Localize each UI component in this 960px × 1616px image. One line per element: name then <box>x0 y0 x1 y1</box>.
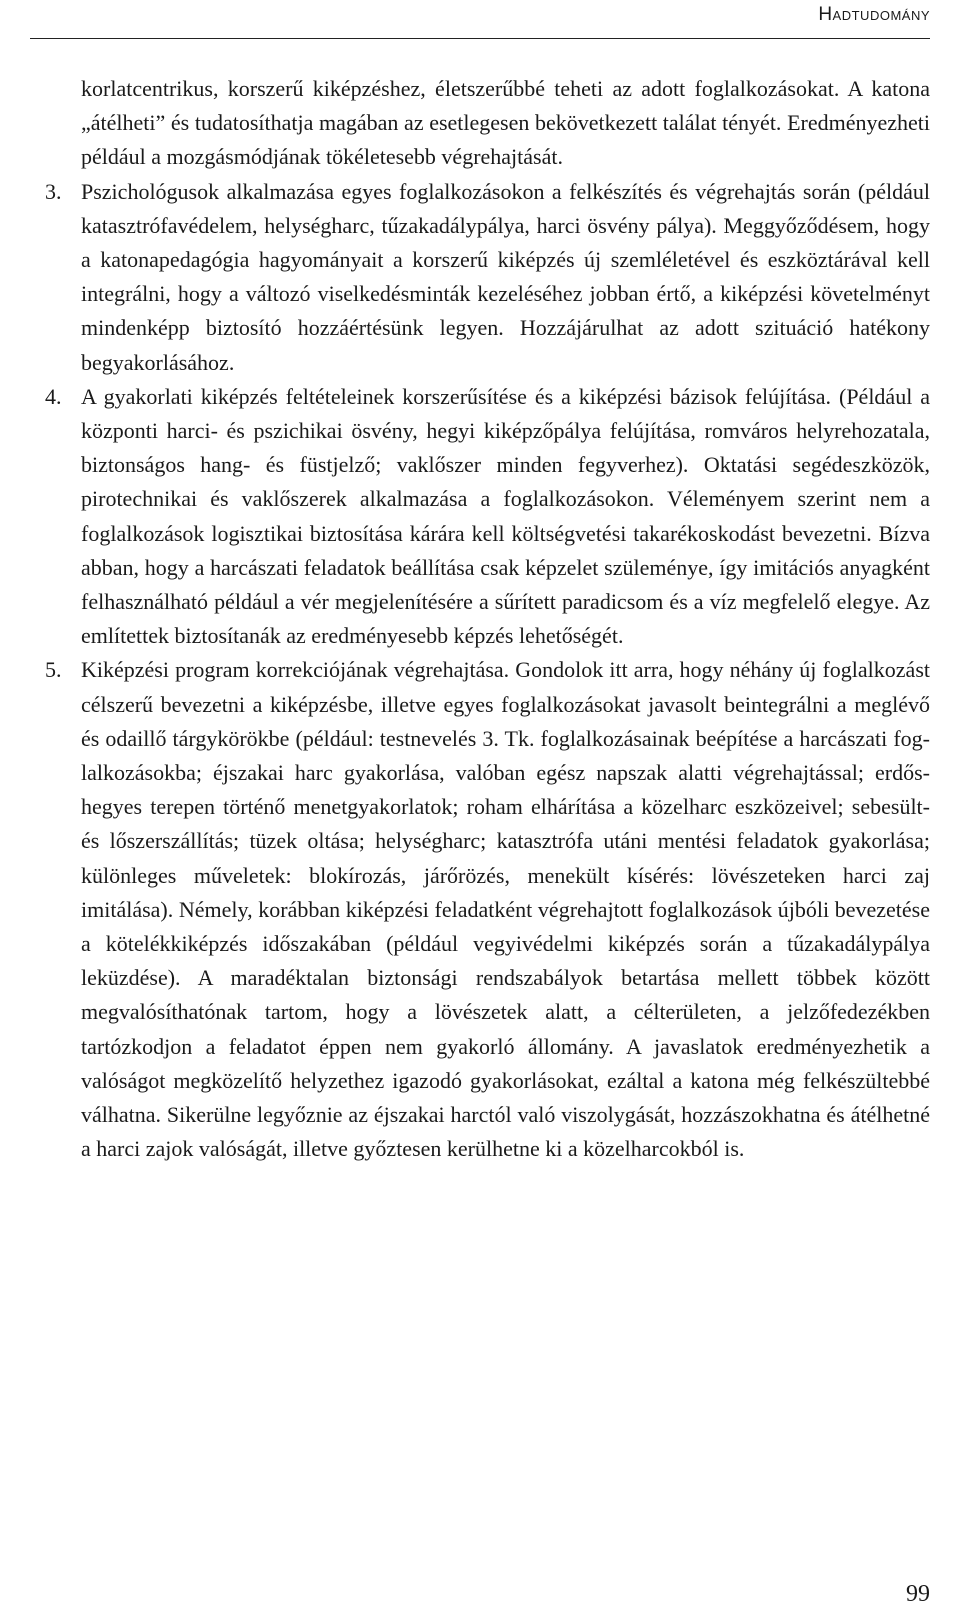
page-number: 99 <box>906 1581 930 1607</box>
list-item-number: 3. <box>45 178 62 204</box>
list-item-text: Kiképzési program korrekciójának végrehajtása. Gondolok itt arra, hogy néhány új foglalkozást célszerű bevezetni a kiképzésbe, illetve egyes foglalkozásokat javasolt beintegrálni a meglévő és odaillő tárgykörökbe (például: testnevelés 3. Tk. foglalkozásainak beépítése a harcászati foglalkozásokba; éjszakai harc gyakorlása, valóban egész napszak alatti végrehajtással; erdős-hegyes terepen történő menetgyakorlatok; roham elhárítása a közelharc eszközeivel; sebesült- és lőszerszállítás; tüzek oltása; helységharc; katasztrófa utáni mentési feladatok gyakorlása; különleges műveletek: blokírozás, járőrözés, menekült kísérés: lövészeteken harci zaj imitálása). Némely, korábban kiképzési feladatként végrehajtott foglalkozások újbóli bevezetése a kötelékkiképzés időszakában (például vegyivédelmi kiképzés során a tűzakadálypálya leküzdése). A maradéktalan biztonsági rendszabályok betartása mellett többek között megvalósíthatónak tartom, hogy a lövészetek alatt, a célterületen, a jelzőfedezékben tartózkodjon a feladatot éppen nem gyakorló állomány. A javaslatok eredményezhetik a valóságot megközelítő helyzethez igazodó gyakorlásokat, ezáltal a katona még felkészültebbé válhatna. Sikerülne legyőznie az éjszakai harctól való viszolygását, hozzászokhatna és átélhetné a harci zajok valóságát, illetve győztesen kerülhetne ki a közelharcokból is. <box>81 657 930 1162</box>
header-rule <box>30 38 930 39</box>
list-item-text: Pszichológusok alkalmazása egyes foglalkozásokon a felkészítés és végrehajtás során (például katasztrófavédelem, helységharc, tűzakadálypálya, harci ösvény pálya). Meggyőződésem, hogy a katonapedagógia hagyományait a korszerű kiképzés új szemléletével és eszköztárával kell integrálni, hogy a változó viselkedésminták kezeléséhez jobban értő, a kiképzési követelményt mindenképp biztosító hozzáértésünk legyen. Hozzájárulhat az adott szituáció hatékony begyakorlásához. <box>81 178 930 375</box>
list-item <box>45 175 930 380</box>
page-body <box>45 72 930 1167</box>
list-item <box>45 380 930 654</box>
running-header-title: Hadtudomány <box>818 4 930 25</box>
list-item <box>45 653 930 1166</box>
continuation-paragraph: korlatcentrikus, korszerű kiképzéshez, életszerűbbé teheti az adott foglalkozásokat. A katona „átélheti” és tudatosíthatja magában az esetlegesen bekövetkezett találat tényét. Eredményezheti például a mozgásmódjának tökéletesebb végrehajtását. <box>81 76 930 170</box>
list-item-number: 4. <box>45 383 62 409</box>
list-item-number: 5. <box>45 657 62 683</box>
page-header <box>0 0 960 44</box>
list-item-text: A gyakorlati kiképzés feltételeinek korszerűsítése és a kiképzési bázisok felújítása. (Például a központi harci- és pszichikai ösvény, hegyi kiképzőpálya felújítása, romváros helyrehozatala, biztonságos hang- és füstjelző; vaklőszer minden fegyverhez). Oktatási segédeszközök, pirotechnikai és vaklőszerek alkalmazása a foglalkozásokon. Véleményem szerint nem a foglalkozások logisztikai biztosítása kárára kell költségvetési takarékoskodást bevezetni. Bízva abban, hogy a harcászati feladatok beállítása csak képzelet szüleménye, így imitációs anyagként felhasználható például a vér megjelenítésére a sűrített paradicsom és a víz megfelelő elegye. Az említettek biztosítanák az eredményesebb képzés lehetőségét. <box>81 383 930 649</box>
